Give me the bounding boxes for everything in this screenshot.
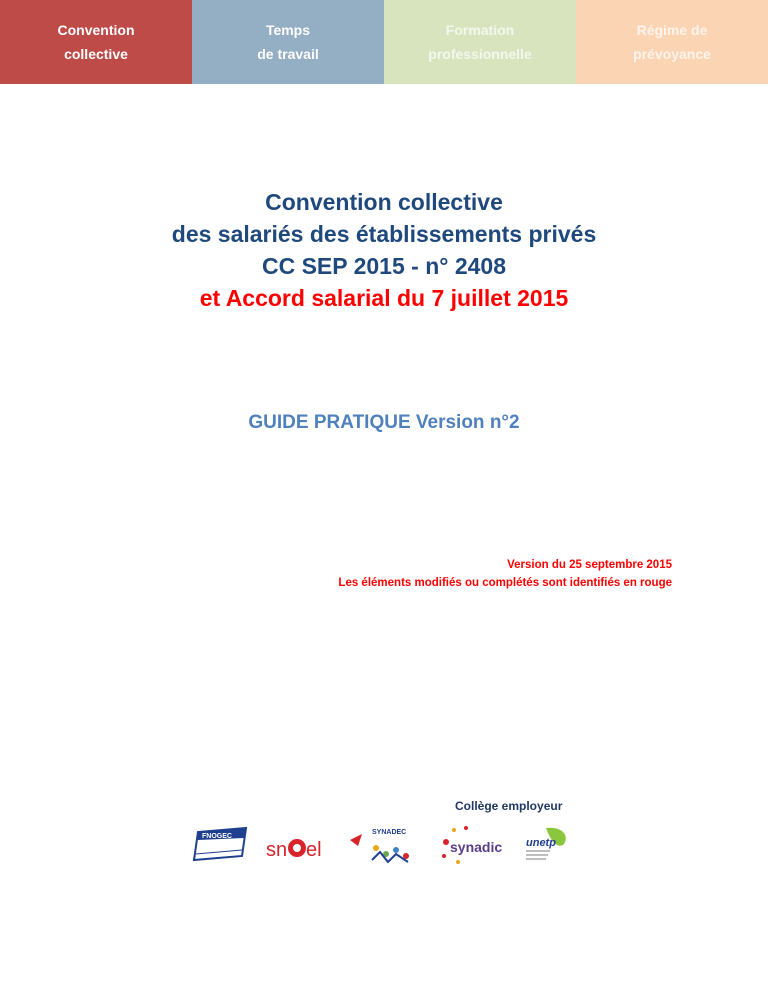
tab-label: Temps de travail	[257, 22, 319, 62]
version-date: Version du 25 septembre 2015	[507, 559, 672, 571]
svg-text:synadic: synadic	[450, 839, 502, 855]
svg-text:sn: sn	[266, 839, 288, 861]
tab-convention-collective[interactable]	[0, 0, 192, 84]
svg-text:unetp: unetp	[526, 837, 556, 849]
svg-text:FNOGEC: FNOGEC	[202, 833, 232, 840]
guide-version-heading: GUIDE PRATIQUE Version n°2	[248, 412, 520, 433]
svg-text:el: el	[306, 839, 322, 861]
snceel-logo	[266, 832, 334, 862]
tab-label: Régime de prévoyance	[633, 22, 711, 62]
synadec-logo	[348, 826, 420, 866]
document-title	[0, 186, 768, 314]
title-line-1: Convention collective	[265, 189, 503, 215]
title-line-4: et Accord salarial du 7 juillet 2015	[199, 285, 569, 311]
synadic-logo	[436, 822, 502, 870]
unetp-logo	[520, 826, 576, 866]
tab-formation-professionnelle[interactable]	[384, 0, 576, 84]
version-note: Les éléments modifiés ou complétés sont identifiés en rouge	[338, 577, 672, 589]
tab-regime-de-prevoyance[interactable]	[576, 0, 768, 84]
svg-text:SYNADEC: SYNADEC	[372, 829, 407, 836]
fnogec-logo	[192, 826, 248, 864]
tab-label: Formation professionnelle	[428, 22, 532, 62]
tab-label: Convention collective	[57, 22, 135, 62]
version-block	[338, 556, 672, 592]
college-employeur-label: Collège employeur	[455, 799, 563, 813]
tab-temps-de-travail[interactable]	[192, 0, 384, 84]
title-line-2: des salariés des établissements privés	[171, 221, 597, 247]
tab-bar	[0, 0, 768, 84]
title-line-3: CC SEP 2015 - n° 2408	[261, 253, 506, 279]
